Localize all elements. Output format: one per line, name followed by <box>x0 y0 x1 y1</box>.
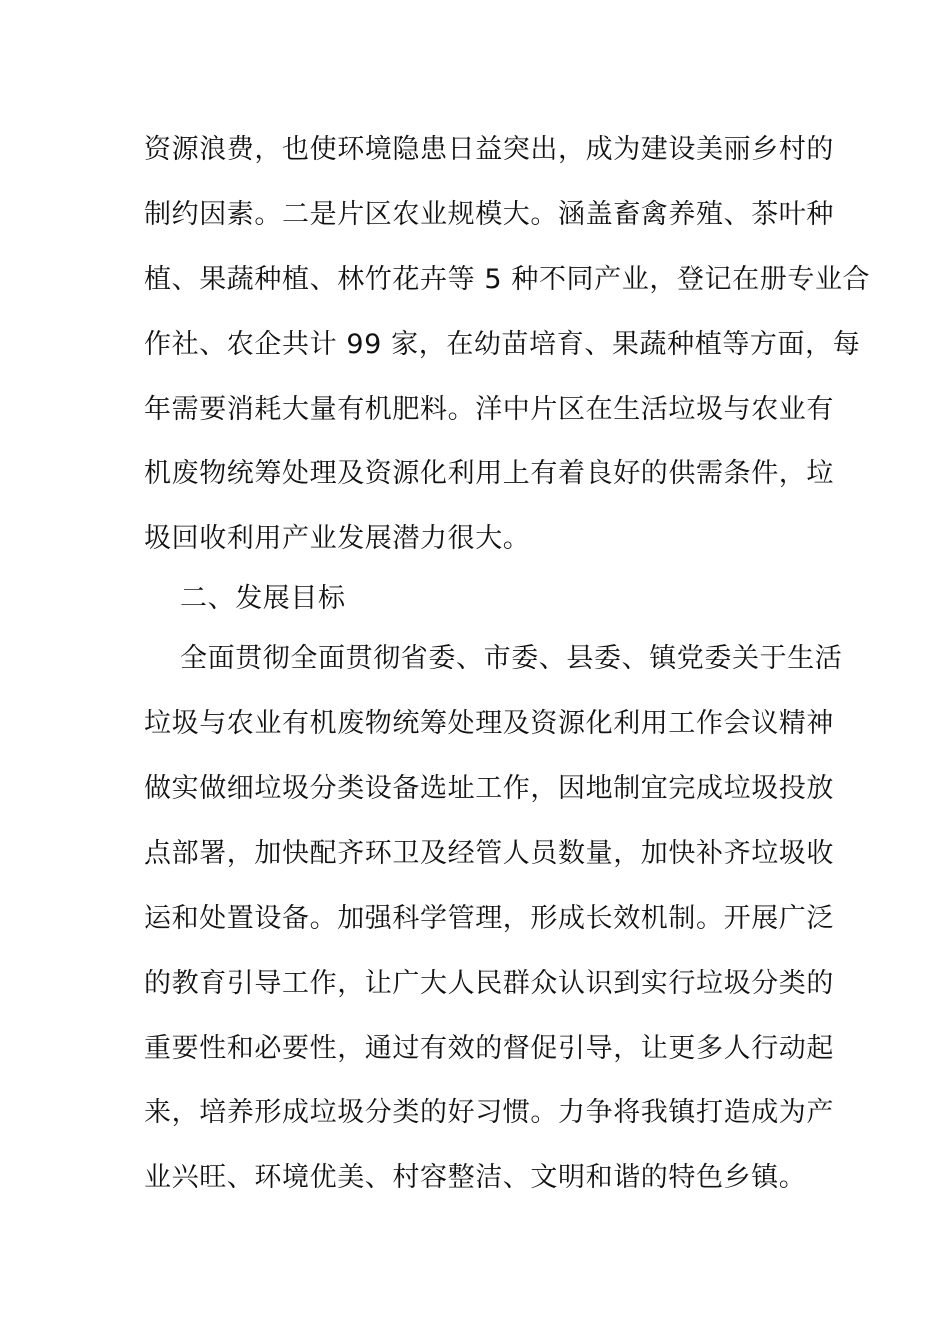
paragraph-1-line-4: 作社、农企共计 99 家，在幼苗培育、果蔬种植等方面，每 <box>144 329 861 360</box>
section-heading: 二、发展目标 <box>180 583 346 614</box>
paragraph-1-line-2: 制约因素。二是片区农业规模大。涵盖畜禽养殖、茶叶种 <box>144 199 834 230</box>
paragraph-2-line-2: 垃圾与农业有机废物统筹处理及资源化利用工作会议精神 <box>144 708 834 739</box>
paragraph-2-line-9: 业兴旺、环境优美、村容整洁、文明和谐的特色乡镇。 <box>144 1162 807 1193</box>
paragraph-2-line-7: 重要性和必要性，通过有效的督促引导，让更多人行动起 <box>144 1033 834 1064</box>
paragraph-1-line-6: 机废物统筹处理及资源化利用上有着良好的供需条件，垃 <box>144 458 834 489</box>
paragraph-1-line-1: 资源浪费，也使环境隐患日益突出，成为建设美丽乡村的 <box>144 134 834 165</box>
paragraph-1-line-7: 圾回收利用产业发展潜力很大。 <box>144 523 531 554</box>
paragraph-2-line-1: 全面贯彻全面贯彻省委、市委、县委、镇党委关于生活 <box>180 643 843 674</box>
paragraph-1-line-3: 植、果蔬种植、林竹花卉等 5 种不同产业，登记在册专业合 <box>144 264 871 295</box>
paragraph-2-line-8: 来，培养形成垃圾分类的好习惯。力争将我镇打造成为产 <box>144 1097 834 1128</box>
paragraph-2-line-3: 做实做细垃圾分类设备选址工作，因地制宜完成垃圾投放 <box>144 773 834 804</box>
paragraph-2-line-4: 点部署，加快配齐环卫及经管人员数量，加快补齐垃圾收 <box>144 838 834 869</box>
paragraph-2-line-5: 运和处置设备。加强科学管理，形成长效机制。开展广泛 <box>144 903 834 934</box>
paragraph-2-line-6: 的教育引导工作，让广大人民群众认识到实行垃圾分类的 <box>144 968 834 999</box>
paragraph-1-line-5: 年需要消耗大量有机肥料。洋中片区在生活垃圾与农业有 <box>144 394 834 425</box>
